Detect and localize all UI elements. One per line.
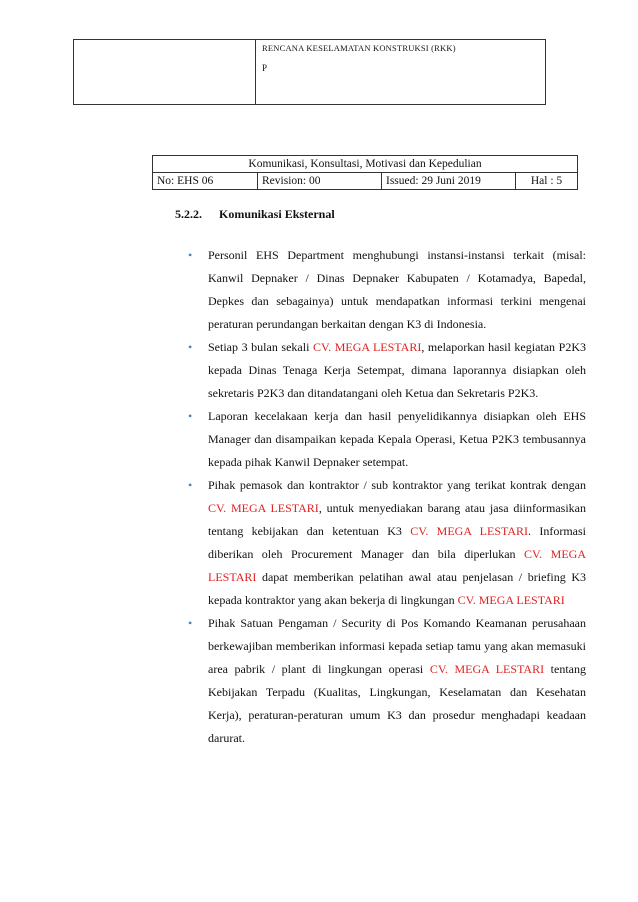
doc-revision: Revision: 00 <box>258 173 382 190</box>
list-item <box>208 474 586 612</box>
document-info-table <box>152 155 578 190</box>
section-heading <box>175 207 335 222</box>
text-segment: Personil EHS Department menghubungi instansi-instansi terkait (misal: Kanwil Depnaker / Dinas Depnaker Kabupaten / Kotamadya, Bapedal, Depkes dan sebagainya) untuk mendapatkan informasi terkini mengenai peraturan perundangan berkaitan dengan K3 di Indonesia. <box>208 248 586 331</box>
company-name: CV. MEGA LESTARI <box>208 501 319 515</box>
document-header-box <box>73 39 546 105</box>
doc-page: Hal : 5 <box>516 173 578 190</box>
document-code: P <box>262 63 268 73</box>
table-caption: Komunikasi, Konsultasi, Motivasi dan Kepedulian <box>153 156 578 173</box>
text-segment: dapat memberikan pelatihan awal atau penjelasan / briefing K3 kepada kontraktor yang akan bekerja di lingkungan <box>208 570 586 607</box>
text-segment: Laporan kecelakaan kerja dan hasil penyelidikannya disiapkan oleh EHS Manager dan disampaikan kepada Kepala Operasi, Ketua P2K3 tembusannya kepada pihak Kanwil Depnaker setempat. <box>208 409 586 469</box>
company-name: CV. MEGA LESTARI <box>457 593 565 607</box>
section-number: 5.2.2. <box>175 207 202 221</box>
company-name: CV. MEGA LESTARI <box>429 662 545 676</box>
document-title: RENCANA KESELAMATAN KONSTRUKSI (RKK) <box>262 43 456 53</box>
text-segment: Pihak Satuan Pengaman / Security di Pos Komando Keamanan perusahaan berkewajiban memberikan informasi kepada setiap tamu yang akan memasuki area pabrik / plant di lingkungan operasi <box>208 616 586 676</box>
doc-issued: Issued: 29 Juni 2019 <box>382 173 516 190</box>
list-item <box>208 244 586 336</box>
text-segment: , melaporkan hasil kegiatan P2K3 kepada Dinas Tenaga Kerja Setempat, dimana laporannya disiapkan oleh sekretaris P2K3 dan ditandatangani oleh Ketua dan Sekretaris P2K3. <box>208 340 586 400</box>
company-name: CV. MEGA LESTARI <box>313 340 422 354</box>
section-title: Komunikasi Eksternal <box>219 207 335 221</box>
text-segment: Pihak pemasok dan kontraktor / sub kontraktor yang terikat kontrak dengan <box>208 478 586 492</box>
company-name: CV. MEGA LESTARI <box>410 524 529 538</box>
text-segment: Setiap 3 bulan sekali <box>208 340 313 354</box>
header-logo-cell <box>74 40 256 104</box>
company-name: CV. MEGA LESTARI <box>208 547 586 584</box>
text-segment: . Informasi diberikan oleh Procurement Manager dan bila diperlukan <box>208 524 587 561</box>
text-segment: tentang Kebijakan Terpadu (Kualitas, Lingkungan, Keselamatan dan Kesehatan Kerja), peraturan-peraturan umum K3 dan prosedur menghadapi keadaan darurat. <box>208 662 586 745</box>
list-item <box>208 612 586 750</box>
bullet-list <box>208 244 586 750</box>
doc-number: No: EHS 06 <box>153 173 258 190</box>
list-item <box>208 405 586 474</box>
text-segment: , untuk menyediakan barang atau jasa diinformasikan tentang kebijakan dan ketentuan K3 <box>208 501 586 538</box>
list-item <box>208 336 586 405</box>
